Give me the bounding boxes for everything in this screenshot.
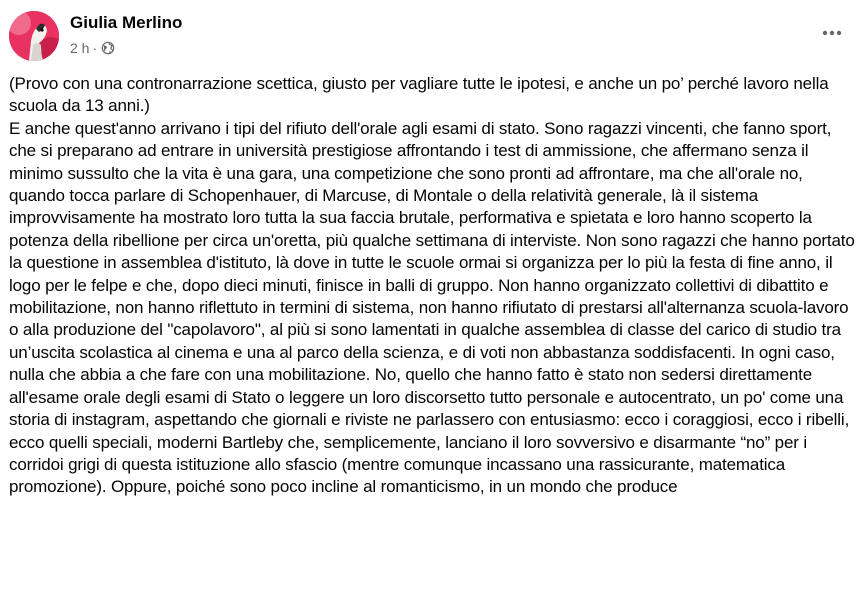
post-paragraph-main: E anche quest'anno arrivano i tipi del rifiuto dell'orale agli esami di stato. Sono ragazzi vincenti, che fanno sport, che si preparano ad entrare in università prestigiose affrontando i test di ammissione, che affermano senza il minimo sussulto che la vita è una gara, una competizione che sono pronti ad affrontare, ma che all'orale no, quando tocca parlare di Schopenhauer, di Marcuse, di Montale o della relatività generale, là il sistema improvvisamente ha mostrato loro tutta la sua faccia brutale, performativa e spietata e loro hanno scoperto la potenza della ribellione per circa un'oretta, più qualche settimana di interviste. Non sono ragazzi che hanno portato la questione in assemblea d'istituto, là dove in tutte le scuole ormai si organizza per lo più la festa di fine anno, il logo per le felpe e che, dopo dieci minuti, finisce in balli di gruppo. Non hanno organizzato collettivi di dibattito e mobilitazione, non hanno riflettuto in termini di sistema, non hanno rifiutato di prestarsi all'alternanza scuola-lavoro o alla produzione del "capolavoro", al più si sono lamentati in qualche assemblea di classe del carico di studio tra un’uscita scolastica al cinema e una al parco della scienza, e di voti non abbastanza soddisfacenti. In ogni caso, nulla che abbia a che fare con una mobilitazione. No, quello che hanno fatto è stato non sedersi direttamente all'esame orale degli esami di Stato o leggere un loro discorsetto tutto personale e autocentrato, un po' come una storia di instagram, aspettando che giornali e riviste ne parlassero con entusiasmo: ecco i coraggiosi, ecco i ribelli, ecco quelli speciali, moderni Bartleby che, semplicemente, lanciano il loro sovversivo e disarmante “no” per i corridoi grigi di questa istituzione allo sfascio (mentre comunque incassano una rassicurante, matematica promozione). Oppure, poiché sono poco incline al romanticismo, in un mondo che produce <box>9 118 855 497</box>
more-options-button[interactable] <box>810 18 854 48</box>
avatar-image <box>9 11 59 61</box>
avatar[interactable] <box>9 11 59 61</box>
post-text <box>9 73 859 499</box>
more-horizontal-icon <box>821 30 843 36</box>
meta-separator: · <box>92 40 98 56</box>
author-name[interactable]: Giulia Merlino <box>70 13 183 32</box>
post-header <box>0 0 863 70</box>
post-paragraph-intro: (Provo con una contronarrazione scettica, giusto per vagliare tutte le ipotesi, e anche un po’ perché lavoro nella scuola da 13 anni.) <box>9 74 829 116</box>
post-timestamp[interactable]: 2 h <box>70 40 90 56</box>
post-meta <box>70 39 115 57</box>
globe-icon[interactable] <box>101 41 115 55</box>
